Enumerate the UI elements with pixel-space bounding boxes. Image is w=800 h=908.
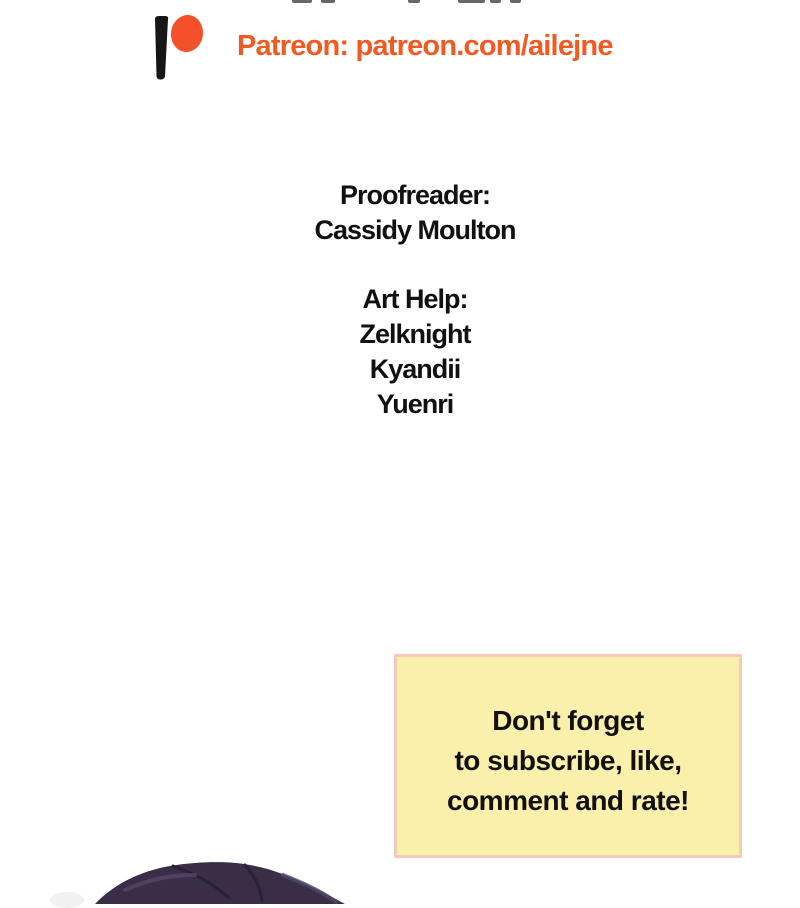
proofreader-heading: Proofreader: xyxy=(339,180,491,210)
reminder-line: Don't forget xyxy=(492,705,644,736)
reminder-line: to subscribe, like, xyxy=(454,745,682,776)
art-helper-name: Zelknight xyxy=(359,319,471,350)
character-hair-artwork xyxy=(55,860,355,904)
blank-line xyxy=(15,248,800,283)
patreon-logo-icon xyxy=(148,8,218,86)
proofreader-name: Cassidy Moulton xyxy=(314,214,516,245)
credits-block xyxy=(15,178,800,422)
patreon-banner xyxy=(0,0,800,95)
reminder-line: comment and rate! xyxy=(447,785,689,816)
art-help-heading: Art Help: xyxy=(362,284,468,315)
subscribe-reminder-text xyxy=(397,701,739,821)
art-helper-name: Kyandii xyxy=(369,353,461,384)
subscribe-reminder-box xyxy=(394,654,742,858)
patreon-link-text: Patreon: patreon.com/ailejne xyxy=(237,30,613,62)
art-helper-name: Yuenri xyxy=(376,388,454,419)
